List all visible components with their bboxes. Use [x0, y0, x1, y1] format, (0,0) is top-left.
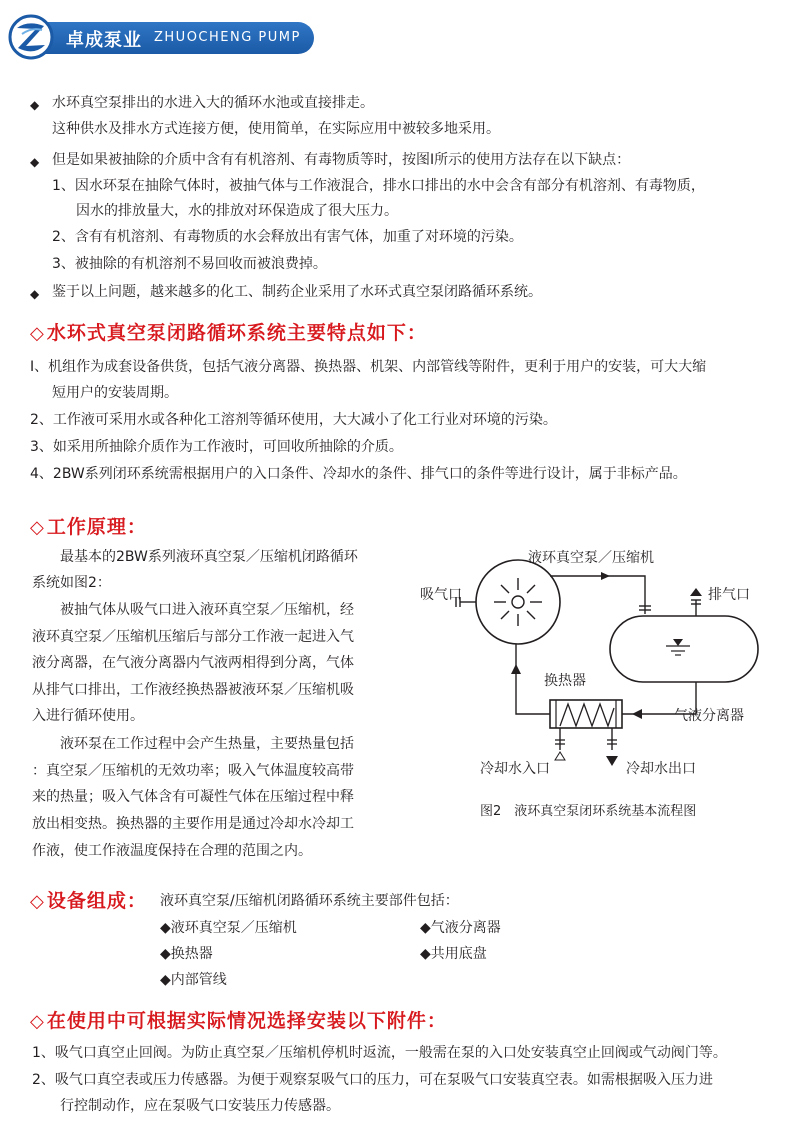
diamond-marker-icon: ◇: [30, 323, 45, 344]
accessories-heading-text: 在使用中可根据实际情况选择安装以下附件：: [46, 1010, 447, 1032]
down-arrow-icon: [606, 756, 618, 766]
intro-bullet-3: 鉴于以上问题，越来越多的化工、制药企业采用了水环式真空泵闭路循环系统。: [52, 284, 542, 300]
equipment-heading: [30, 886, 147, 913]
company-logo-icon: [8, 14, 54, 60]
principle-line: 液环泵在工作过程中会产生热量，主要热量包括: [60, 736, 354, 752]
label-heat-exchanger: 换热器: [544, 673, 586, 689]
label-inlet: 吸气口: [420, 587, 462, 603]
equipment-intro: 液环真空泵/压缩机闭路循环系统主要部件包括：: [160, 893, 459, 909]
bullet-icon: ◆: [30, 287, 40, 301]
intro-bullet-2: 但是如果被抽除的介质中含有有机溶剂、有毒物质等时，按图I所示的使用方法存在以下缺点：: [52, 152, 631, 168]
label-cooling-in: 冷却水入口: [480, 761, 550, 777]
principle-line: 最基本的2BW系列液环真空泵／压缩机闭路循环: [60, 549, 358, 565]
up-arrow-icon: [690, 588, 702, 596]
principle-line: 被抽气体从吸气口进入液环真空泵／压缩机，经: [60, 602, 354, 618]
label-cooling-out: 冷却水出口: [626, 761, 696, 777]
principle-heading: [30, 512, 147, 539]
flow-arrow-icon: [632, 709, 642, 719]
intro-point-1: 1、因水环泵在抽除气体时，被抽气体与工作液混合，排水口排出的水中会含有部分有机溶剂、有毒物质，: [52, 178, 705, 194]
feature-4: 4、2BW系列闭环系统需根据用户的入口条件、冷却水的条件、排气口的条件等进行设计，属于非标产品。: [30, 466, 687, 482]
features-heading-text: 水环式真空泵闭路循环系统主要特点如下：: [46, 322, 427, 344]
features-heading: [30, 318, 427, 345]
principle-heading-text: 工作原理：: [46, 516, 147, 538]
intro-point-3: 3、被抽除的有机溶剂不易回收而被浪费掉。: [52, 256, 327, 272]
principle-line: 作液，使工作液温度保持在合理的范围之内。: [32, 843, 312, 859]
principle-line: 液环真空泵／压缩机压缩后与部分工作液一起进入气: [32, 629, 354, 645]
flow-diagram: [420, 538, 780, 788]
equipment-item: ◆气液分离器: [420, 920, 501, 936]
diamond-marker-icon: ◇: [30, 891, 45, 912]
label-pump: 液环真空泵／压缩机: [528, 550, 654, 566]
pump-to-separator-pipe: [550, 576, 645, 614]
label-separator: 气液分离器: [674, 708, 744, 724]
diamond-marker-icon: ◇: [30, 517, 45, 538]
equipment-item: ◆液环真空泵／压缩机: [160, 920, 297, 936]
accessories-heading: [30, 1006, 447, 1033]
principle-line: 系统如图2：: [32, 575, 111, 591]
page-header: [0, 0, 800, 80]
accessory-1: 1、吸气口真空止回阀。为防止真空泵／压缩机停机时返流，一般需在泵的入口处安装真空止回阀或气动阀门等。: [32, 1045, 727, 1061]
brand-name-en: ZHUOCHENG PUMP: [154, 30, 301, 45]
principle-line: 液分离器，在气液分离器内气液两相得到分离，气体: [32, 655, 354, 671]
diagram-caption: 图2 液环真空泵闭环系统基本流程图: [480, 804, 697, 819]
accessory-2-cont: 行控制动作，应在泵吸气口安装压力传感器。: [60, 1098, 340, 1114]
equipment-heading-text: 设备组成：: [46, 890, 147, 912]
feature-2: 2、工作液可采用水或各种化工溶剂等循环使用，大大减小了化工行业对环境的污染。: [30, 412, 557, 428]
feature-1: I、机组作为成套设备供货，包括气液分离器、换热器、机架、内部管线等附件，更利于用户的安装，可大大缩: [30, 359, 707, 375]
pump-body: [476, 560, 560, 644]
label-outlet: 排气口: [708, 587, 750, 603]
accessory-2: 2、吸气口真空表或压力传感器。为便于观察泵吸气口的压力，可在泵吸气口安装真空表。如需根据吸入压力进: [32, 1072, 713, 1088]
brand-name-cn: 卓成泵业: [66, 30, 142, 51]
principle-line: 入进行循环使用。: [32, 708, 144, 724]
equipment-item: ◆换热器: [160, 946, 213, 962]
up-arrow-icon: [555, 752, 565, 760]
equipment-item: ◆共用底盘: [420, 946, 487, 962]
intro-point-1-cont: 因水的排放量大，水的排放对环保造成了很大压力。: [76, 203, 398, 219]
flow-arrow-icon: [601, 572, 610, 580]
principle-line: 来的热量；吸入气体含有可凝性气体在压缩过程中释: [32, 789, 354, 805]
principle-line: 从排气口排出，工作液经换热器被液环泵／压缩机吸: [32, 682, 354, 698]
principle-line: 放出相变热。换热器的主要作用是通过冷却水冷却工: [32, 816, 354, 832]
diamond-marker-icon: ◇: [30, 1011, 45, 1032]
principle-line: ：真空泵／压缩机的无效功率；吸入气体温度较高带: [32, 763, 354, 779]
intro-point-2: 2、含有有机溶剂、有毒物质的水会释放出有害气体，加重了对环境的污染。: [52, 229, 523, 245]
equipment-item: ◆内部管线: [160, 972, 227, 988]
feature-3: 3、如采用所抽除介质作为工作液时，可回收所抽除的介质。: [30, 439, 403, 455]
flow-arrow-icon: [511, 664, 521, 674]
feature-1-cont: 短用户的安装周期。: [52, 385, 178, 401]
intro-bullet-1: 水环真空泵排出的水进入大的循环水池或直接排走。: [52, 95, 374, 111]
intro-bullet-1-cont: 这种供水及排水方式连接方便，使用简单，在实际应用中被较多地采用。: [52, 121, 500, 137]
gas-liquid-separator: [610, 616, 758, 682]
brand-banner: [42, 22, 314, 54]
bullet-icon: ◆: [30, 155, 40, 169]
bullet-icon: ◆: [30, 98, 40, 112]
